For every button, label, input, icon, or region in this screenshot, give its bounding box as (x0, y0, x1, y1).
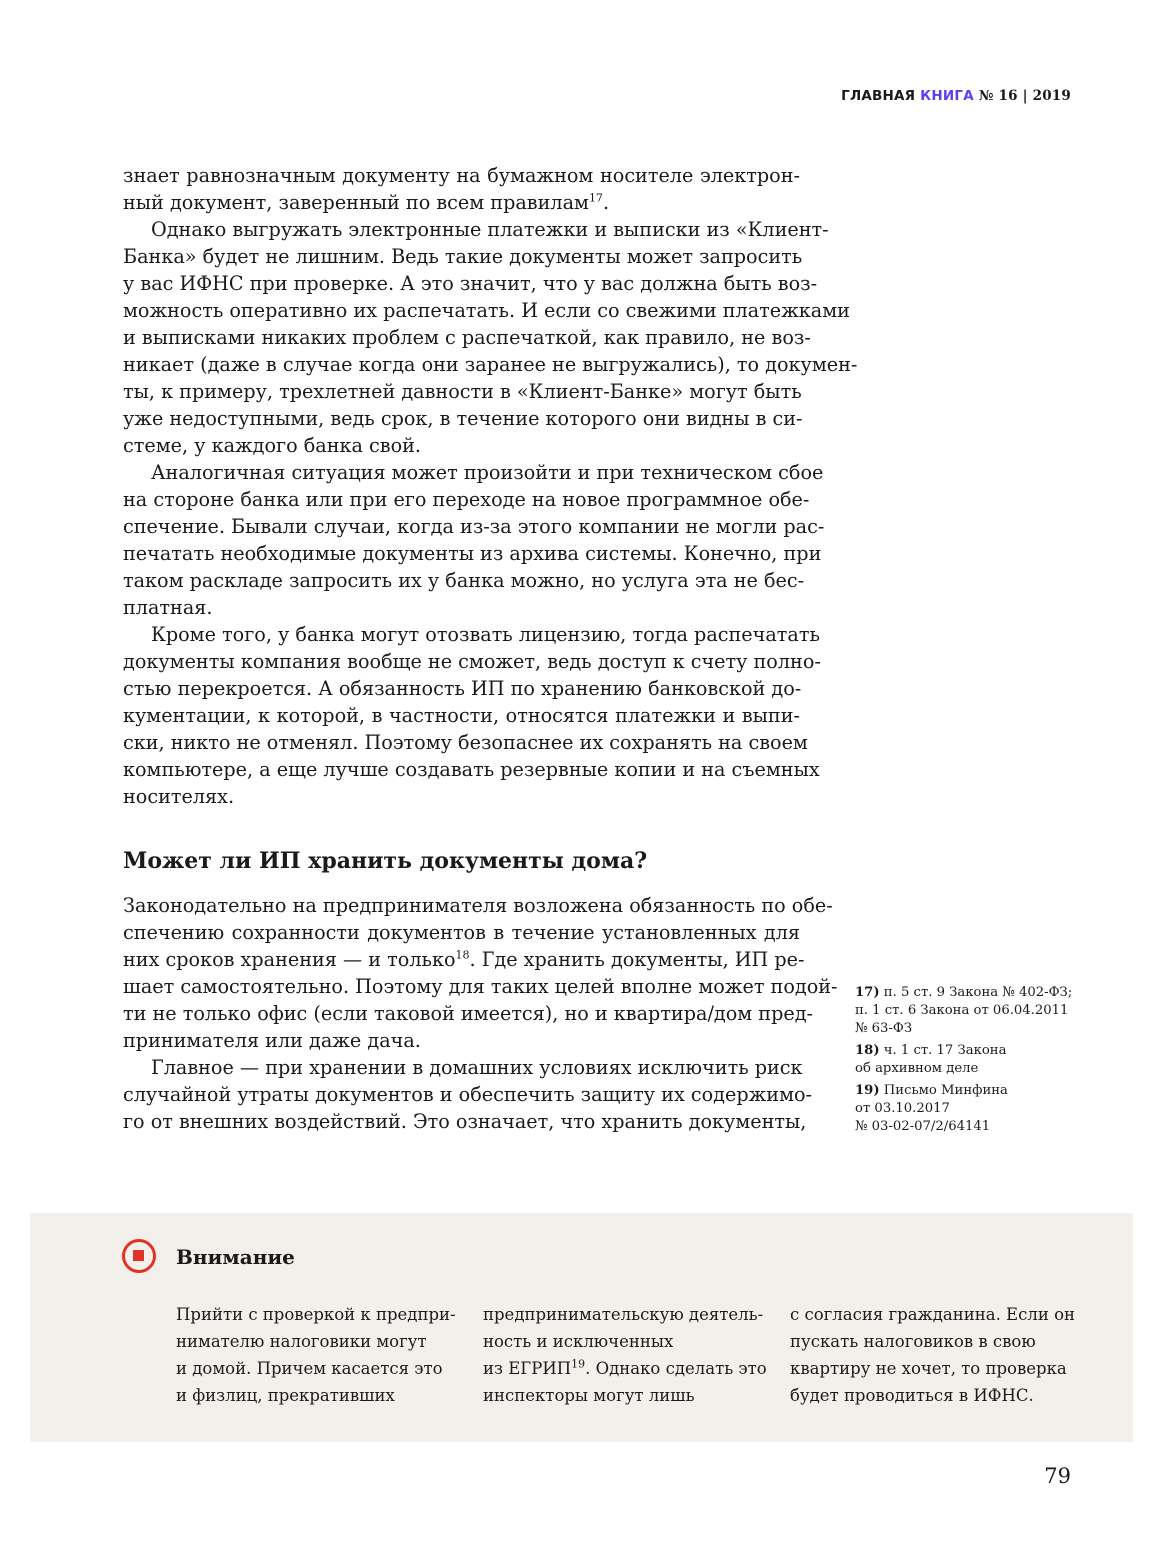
text-line: носителях. (123, 785, 235, 808)
footnote-line: п. 1 ст. 6 Закона от 06.04.2011 (855, 1003, 1069, 1018)
text-line: ность и исключенных (483, 1332, 674, 1351)
text-segment: них сроков хранения — и только (123, 948, 456, 971)
text-line: стью перекроется. А обязанность ИП по хранению банковской до- (123, 677, 802, 700)
footnote (855, 984, 1085, 1038)
text-line: случайной утраты документов и обеспечить защиту их содержимо- (123, 1083, 813, 1106)
text-line: кументации, к которой, в частности, относятся платежки и выпи- (123, 704, 800, 727)
text-line: и домой. Причем касается это (176, 1359, 443, 1378)
text-segment: ный документ, заверенный по всем правилам (123, 191, 589, 214)
text-line: и физлиц, прекративших (176, 1386, 395, 1405)
text-line: можность оперативно их распечатать. И если со свежими платежками (123, 299, 850, 322)
text-line: инспекторы могут лишь (483, 1386, 695, 1405)
text-line: Прийти с проверкой к предпри- (176, 1305, 456, 1324)
text-line: принимателя или даже дача. (123, 1029, 421, 1052)
footnote-number: 18) (855, 1043, 880, 1058)
paragraph (123, 459, 825, 621)
brand-part2: КНИГА (920, 88, 974, 104)
footnote-number: 17) (855, 985, 880, 1000)
text-line: документы компания вообще не сможет, ведь доступ к счету полно- (123, 650, 821, 673)
text-line: го от внешних воздействий. Это означает, что хранить документы, (123, 1110, 807, 1133)
section-heading: Может ли ИП хранить документы дома? (123, 848, 648, 874)
article-body (123, 162, 858, 1135)
text-line: пускать налоговиков в свою (790, 1332, 1036, 1351)
text-line: Главное — при хранении в домашних условиях исключить риск (151, 1056, 803, 1079)
text-line: компьютере, а еще лучше создавать резервные копии и на съемных (123, 758, 820, 781)
attention-title: Внимание (176, 1245, 295, 1269)
text-line: стеме, у каждого банка свой. (123, 434, 422, 457)
text-line: у вас ИФНС при проверке. А это значит, что у вас должна быть воз- (123, 272, 818, 295)
text-line (123, 189, 800, 216)
footnote-line: Письмо Минфина (883, 1083, 1008, 1098)
footnote-line: от 03.10.2017 (855, 1101, 950, 1116)
text-line (123, 946, 805, 973)
text-segment: . Однако сделать это (585, 1359, 767, 1378)
text-line: будет проводиться в ИФНС. (790, 1386, 1034, 1405)
page-number: 79 (1044, 1464, 1071, 1488)
text-line: и выписками никаких проблем с распечаткой, как правило, не воз- (123, 326, 811, 349)
text-line: уже недоступными, ведь срок, в течение которого они видны в си- (123, 407, 803, 430)
footnote-line: об архивном деле (855, 1061, 979, 1076)
text-line: Аналогичная ситуация может произойти и при техническом сбое (151, 461, 824, 484)
text-line: таком раскладе запросить их у банка можно, но услуга эта не бес- (123, 569, 805, 592)
footnote-ref: 17 (588, 191, 603, 205)
text-line: никает (даже в случае когда они заранее не выгружались), то докумен- (123, 353, 858, 376)
footnote-ref: 18 (455, 948, 470, 962)
text-segment: . Где хранить документы, ИП ре- (469, 948, 805, 971)
text-segment: . (602, 191, 610, 214)
text-line: печатать необходимые документы из архива системы. Конечно, при (123, 542, 822, 565)
footnote-ref: 19 (571, 1357, 586, 1371)
stop-warning-icon (122, 1239, 156, 1273)
text-line: на стороне банка или при его переходе на новое программное обе- (123, 488, 810, 511)
text-line (483, 1355, 773, 1382)
paragraph (123, 892, 838, 1054)
text-line: ти не только офис (если таковой имеется), но и квартира/дом пред- (123, 1002, 814, 1025)
text-line: Банка» будет не лишним. Ведь такие документы может запросить (123, 245, 803, 268)
footnote-line: № 03-02-07/2/64141 (855, 1119, 991, 1134)
paragraph (123, 162, 800, 216)
footnote (855, 1042, 1085, 1078)
text-segment: из ЕГРИП (483, 1359, 572, 1378)
text-line: ты, к примеру, трехлетней давности в «Клиент-Банке» могут быть (123, 380, 802, 403)
paragraph (123, 621, 821, 810)
footnotes (855, 984, 1085, 1140)
attention-column (790, 1301, 1080, 1409)
text-line: спечение. Бывали случаи, когда из-за этого компании не могли рас- (123, 515, 825, 538)
text-line: предпринимательскую деятель- (483, 1305, 764, 1324)
attention-column (483, 1301, 773, 1409)
text-line: шает самостоятельно. Поэтому для таких целей вполне может подой- (123, 975, 838, 998)
text-line: Кроме того, у банка могут отозвать лицензию, тогда распечатать (151, 623, 820, 646)
footnote-line: № 63-ФЗ (855, 1021, 913, 1036)
footnote-number: 19) (855, 1083, 880, 1098)
text-line: ски, никто не отменял. Поэтому безопаснее их сохранять на своем (123, 731, 808, 754)
footnote (855, 1082, 1085, 1136)
text-line: квартиру не хочет, то проверка (790, 1359, 1067, 1378)
issue-info: № 16 | 2019 (978, 88, 1071, 104)
brand-part1: ГЛАВНАЯ (841, 88, 916, 104)
text-line: Законодательно на предпринимателя возложена обязанность по обе- (123, 894, 833, 917)
footnote-line: п. 5 ст. 9 Закона № 402-ФЗ; (883, 985, 1073, 1000)
text-line: с согласия гражданина. Если он (790, 1305, 1075, 1324)
text-line: платная. (123, 596, 213, 619)
footnote-line: ч. 1 ст. 17 Закона (883, 1043, 1007, 1058)
text-line: Однако выгружать электронные платежки и выписки из «Клиент- (151, 218, 829, 241)
text-line: нимателю налоговики могут (176, 1332, 427, 1351)
text-line: знает равнозначным документу на бумажном носителе электрон- (123, 164, 800, 187)
attention-column (176, 1301, 466, 1409)
paragraph (123, 216, 858, 459)
paragraph (123, 1054, 813, 1135)
attention-box (30, 1213, 1133, 1442)
running-header (841, 88, 1071, 104)
text-line: спечению сохранности документов в течение установленных для (123, 921, 800, 944)
